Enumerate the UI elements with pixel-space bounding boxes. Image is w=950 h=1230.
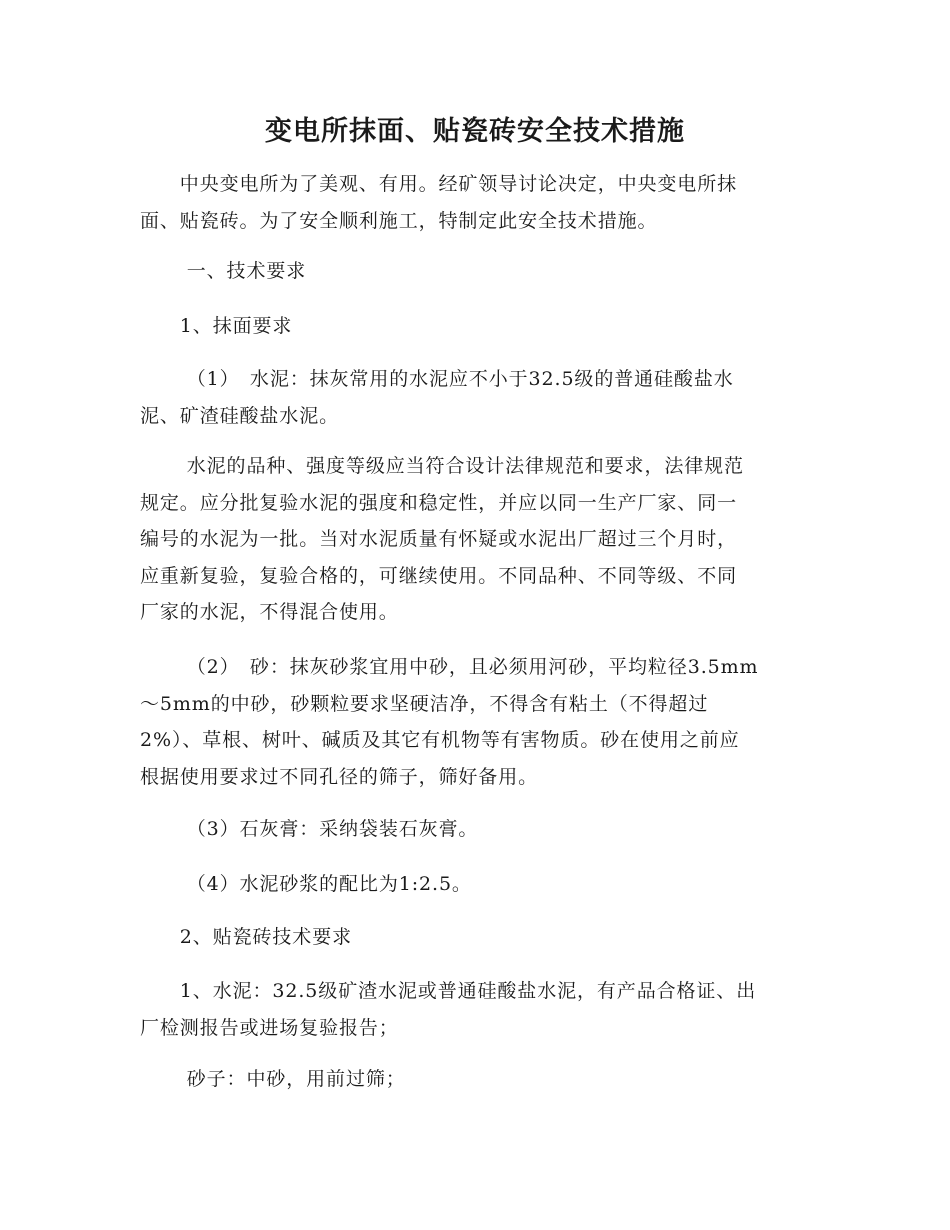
text-line: 2%）、草根、树叶、碱质及其它有机物等有害物质。砂在使用之前应 <box>140 729 740 751</box>
document-title: 变电所抹面、贴瓷砖安全技术措施 <box>265 116 685 147</box>
text-line: 规定。应分批复验水泥的强度和稳定性，并应以同一生产厂家、同一 <box>140 491 738 514</box>
text-line: 应重新复验，复验合格的，可继续使用。不同品种、不同等级、不同 <box>140 564 738 587</box>
text-line: 面、贴瓷砖。为了安全顺利施工，特制定此安全技术措施。 <box>140 209 658 232</box>
text-line: （4）水泥砂浆的配比为1:2.5。 <box>140 873 472 895</box>
paragraph-cement-quality <box>140 448 812 631</box>
text-line: 泥、矿渣硅酸盐水泥。 <box>140 404 340 427</box>
text-line: 厂检测报告或进场复验报告； <box>140 1016 399 1039</box>
text-line: （3）石灰膏：采纳袋装石灰膏。 <box>140 818 479 840</box>
paragraph-tiling-sand <box>140 1061 812 1098</box>
text-line: 2、贴瓷砖技术要求 <box>140 926 352 948</box>
section-heading-technical-requirements <box>140 253 812 290</box>
text-line: 一、技术要求 <box>140 260 307 282</box>
paragraph-lime-paste <box>140 811 812 848</box>
text-line: 厂家的水泥，不得混合使用。 <box>140 601 399 623</box>
text-line: 1、水泥：32.5级矿渣水泥或普通硅酸盐水泥，有产品合格证、出 <box>140 980 757 1002</box>
paragraph-cement <box>140 361 812 434</box>
text-line: （1） 水泥：抹灰常用的水泥应不小于32.5级的普通硅酸盐水 <box>140 368 734 390</box>
text-line: 砂子：中砂，用前过筛； <box>140 1068 406 1090</box>
text-line: 根据使用要求过不同孔径的筛子，筛好备用。 <box>140 765 539 788</box>
subsection-heading-plastering <box>140 308 812 345</box>
text-line: ～5mm的中砂，砂颗粒要求坚硬洁净，不得含有粘土（不得超过 <box>140 692 709 715</box>
paragraph-sand <box>140 649 812 795</box>
text-line: 中央变电所为了美观、有用。经矿领导讨论决定，中央变电所抹 <box>140 173 738 195</box>
paragraph-mortar-ratio <box>140 866 812 903</box>
text-line: 水泥的品种、强度等级应当符合设计法律规范和要求，法律规范 <box>140 455 744 477</box>
paragraph-intro <box>140 166 812 239</box>
paragraph-tiling-cement <box>140 973 812 1046</box>
text-line: （2） 砂：抹灰砂浆宜用中砂，且必须用河砂，平均粒径3.5mm <box>140 656 759 678</box>
subsection-heading-tiling <box>140 919 812 956</box>
text-line: 编号的水泥为一批。当对水泥质量有怀疑或水泥出厂超过三个月时， <box>140 528 738 550</box>
text-line: 1、抹面要求 <box>140 315 293 337</box>
